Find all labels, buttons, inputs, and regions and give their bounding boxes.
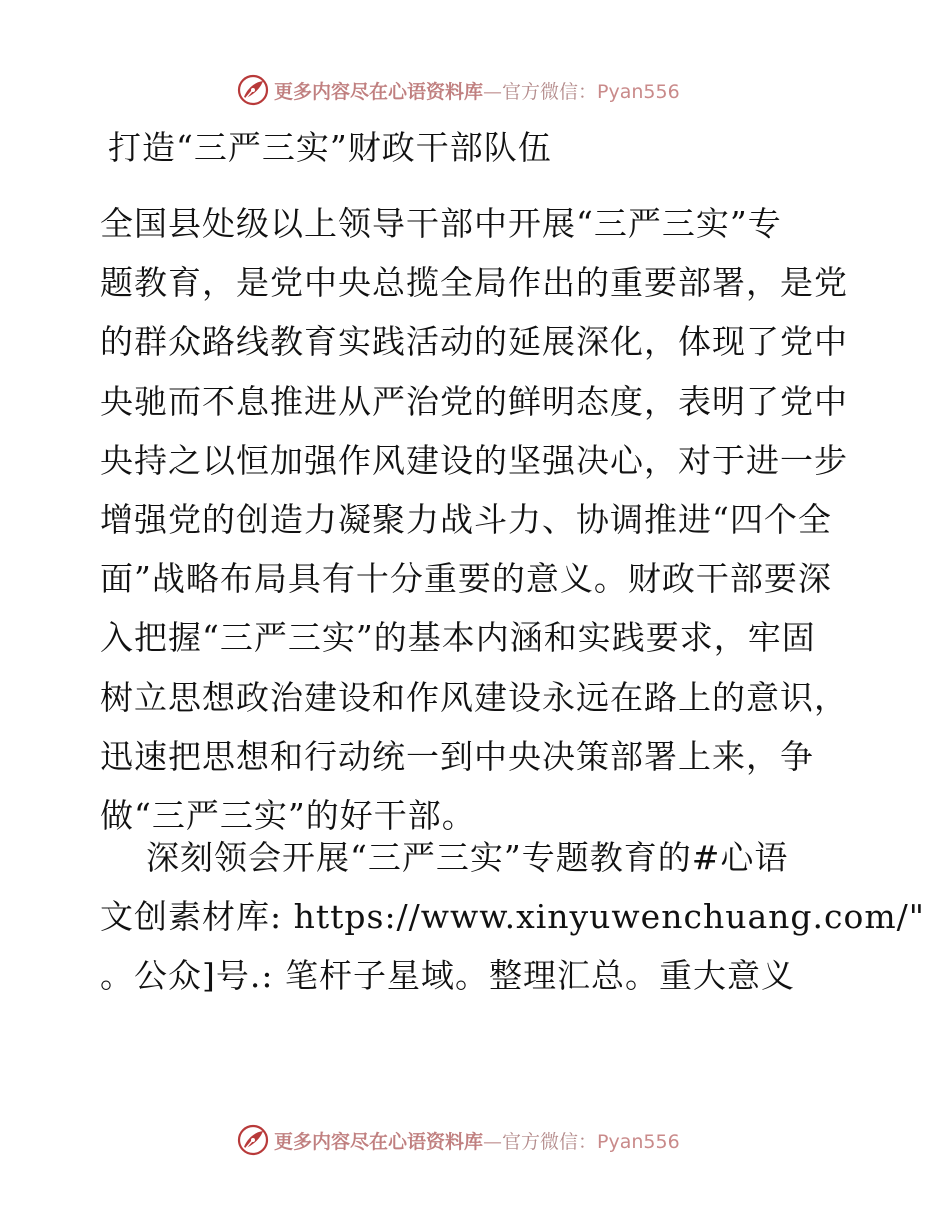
paragraph-line: 央持之以恒加强作风建设的坚强决心，对于进一步 [100, 440, 848, 480]
pen-nib-logo-icon [236, 1123, 270, 1157]
paragraph-line: 央驰而不息推进从严治党的鲜明态度，表明了党中 [100, 381, 848, 421]
paragraph-line: 迅速把思想和行动统一到中央决策部署上来，争 [100, 736, 814, 776]
paragraph-line: 。公众]号.: 笔杆子星域。整理汇总。重大意义 [100, 956, 795, 996]
banner-wechat-id: Pyan556 [597, 80, 680, 103]
header-banner [236, 72, 680, 108]
banner-dash: — [483, 80, 503, 103]
paragraph-line: 面”战略布局具有十分重要的意义。财政干部要深 [100, 559, 832, 599]
paragraph-line: 入把握“三严三实”的基本内涵和实践要求，牢固 [100, 618, 816, 658]
paragraph-2 [100, 828, 925, 1006]
paragraph-line: 深刻领会开展“三严三实”专题教育的#心语 [100, 838, 789, 877]
banner-wechat-label: 官方微信： [502, 80, 598, 103]
banner-wechat-id: Pyan556 [597, 1130, 680, 1153]
footer-banner [236, 1122, 680, 1158]
paragraph-line: 全国县处级以上领导干部中开展“三严三实”专 [100, 204, 782, 243]
paragraph-line: 树立思想政治建设和作风建设永远在路上的意识， [100, 677, 848, 717]
paragraph-1 [100, 194, 860, 845]
paragraph-line: 的群众路线教育实践活动的延展深化，体现了党中 [100, 322, 848, 362]
document-title: 打造“三严三实”财政干部队伍 [108, 128, 552, 167]
banner-wechat-label: 官方微信： [502, 1130, 598, 1153]
paragraph-line: 增强党的创造力凝聚力战斗力、协调推进“四个全 [100, 499, 832, 539]
paragraph-line: 题教育，是党中央总揽全局作出的重要部署，是党 [100, 263, 848, 303]
banner-dash: — [483, 1130, 503, 1153]
banner-text [274, 1127, 680, 1154]
banner-main-text: 更多内容尽在心语资料库 [274, 1130, 484, 1153]
banner-text [274, 77, 680, 104]
paragraph-line: 做“三严三实”的好干部。 [100, 795, 476, 835]
paragraph-line: 文创素材库: https://www.xinyuwenchuang.com/" [100, 897, 925, 937]
pen-nib-logo-icon [236, 73, 270, 107]
banner-main-text: 更多内容尽在心语资料库 [274, 80, 484, 103]
